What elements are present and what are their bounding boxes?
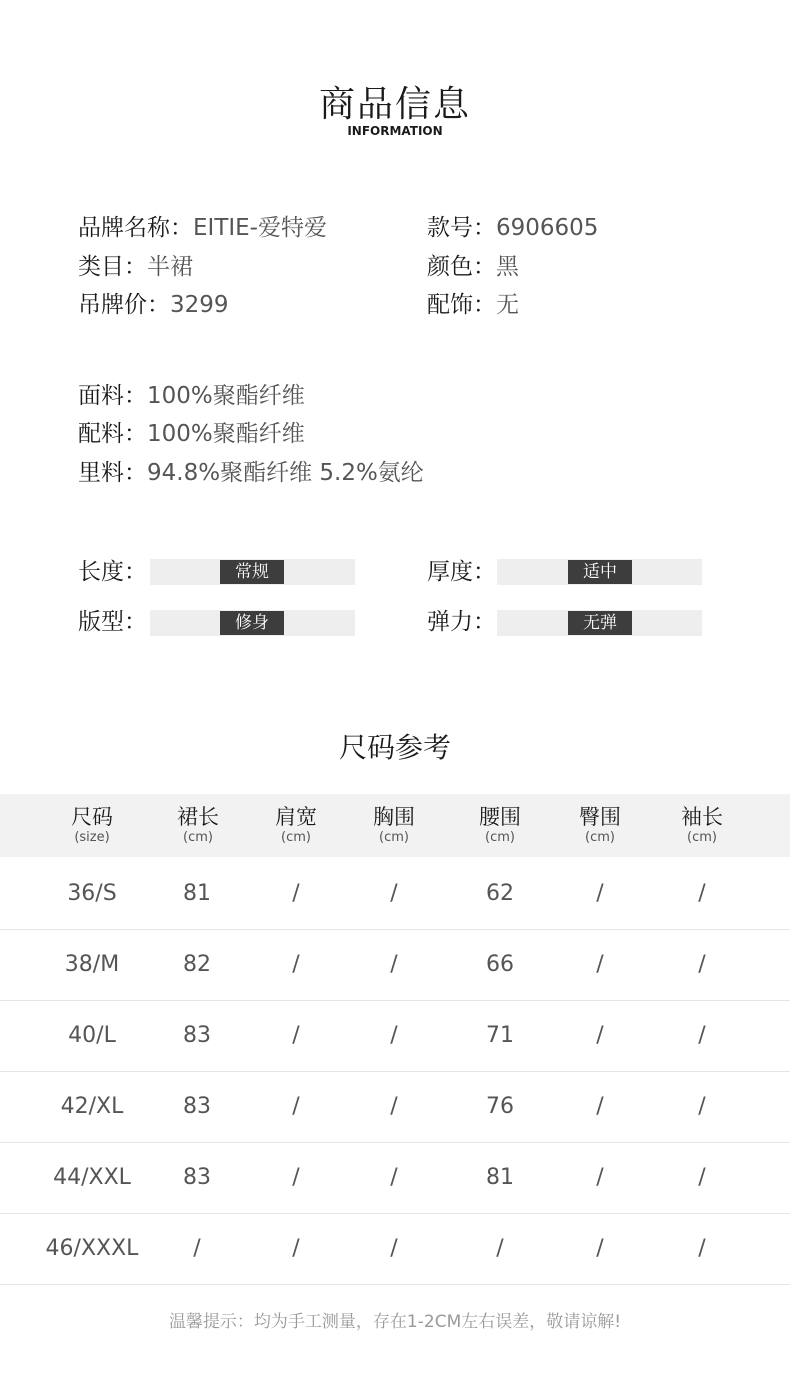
col-header-chest [344,794,444,846]
style-no-row [427,211,598,245]
table-cell: / [390,1165,398,1190]
table-cell: 62 [486,881,514,906]
elasticity-bar [497,610,702,636]
col-unit: (cm) [379,830,409,845]
table-cell: / [390,1023,398,1048]
color-row [427,250,519,284]
fabric-row [78,378,305,414]
col-header-waist [450,794,550,846]
table-row [0,1142,790,1214]
table-cell: / [390,1236,398,1261]
elasticity-value: 无弹 [568,611,632,635]
table-cell: / [292,1094,300,1119]
size-chart-title: 尺码参考 [338,731,451,764]
table-cell: / [698,1236,706,1261]
color-label: 颜色： [427,254,496,280]
table-cell: / [698,1165,706,1190]
table-cell: 82 [183,952,211,977]
brand-row [78,211,327,245]
size-cell: 40/L [68,1023,116,1048]
elasticity-label: 弹力： [427,609,496,635]
thickness-bar [497,559,702,585]
col-unit: (cm) [281,830,311,845]
table-cell: / [596,881,604,906]
accessory-row [427,288,519,322]
lining-row [78,455,424,491]
col-name: 袖长 [681,805,723,829]
col-unit: (cm) [485,830,515,845]
fabric-label: 面料： [78,383,147,409]
price-row [78,288,229,322]
table-cell: / [390,1094,398,1119]
col-header-skirt-length [148,794,248,846]
table-cell: 66 [486,952,514,977]
table-cell: 76 [486,1094,514,1119]
thickness-label: 厚度： [427,559,496,585]
category-value: 半裙 [147,254,193,280]
table-row [0,929,790,1001]
category-label: 类目： [78,254,147,280]
trim-row [78,416,305,452]
size-cell: 46/XXXL [45,1236,139,1261]
col-name: 尺码 [71,805,113,829]
length-label: 长度： [78,559,147,585]
category-row [78,250,193,284]
col-name: 肩宽 [275,805,317,829]
accessory-value: 无 [496,292,519,318]
style-no-label: 款号： [427,215,496,241]
trim-label: 配料： [78,421,147,447]
fit-value: 修身 [220,611,284,635]
table-cell: / [698,952,706,977]
table-cell: / [390,952,398,977]
table-cell: / [596,1236,604,1261]
table-cell: 81 [486,1165,514,1190]
col-header-shoulder [246,794,346,846]
style-no-value: 6906605 [496,215,599,241]
table-cell: / [292,1236,300,1261]
col-name: 胸围 [373,805,415,829]
thickness-value: 适中 [568,560,632,584]
price-label: 吊牌价： [78,292,170,318]
table-row [0,1213,790,1285]
col-header-size [42,794,142,846]
table-cell: / [596,1165,604,1190]
col-unit: (size) [74,830,110,845]
col-header-hip [550,794,650,846]
col-unit: (cm) [687,830,717,845]
table-cell: 83 [183,1094,211,1119]
size-cell: 44/XXL [53,1165,131,1190]
table-cell: 83 [183,1165,211,1190]
price-value: 3299 [170,292,229,318]
col-name: 臀围 [579,805,621,829]
fabric-value: 100%聚酯纤维 [147,383,305,409]
measurement-tip: 温馨提示：均为手工测量，存在1-2CM左右误差，敬请谅解! [168,1312,622,1332]
length-bar [150,559,355,585]
table-cell: 83 [183,1023,211,1048]
col-name: 裙长 [177,805,219,829]
table-cell: / [292,1023,300,1048]
color-value: 黑 [496,254,519,280]
table-cell: / [596,952,604,977]
table-cell: 71 [486,1023,514,1048]
table-row [0,1000,790,1072]
table-cell: / [496,1236,504,1261]
accessory-label: 配饰： [427,292,496,318]
brand-label: 品牌名称： [78,215,193,241]
table-cell: / [193,1236,201,1261]
size-cell: 36/S [67,881,117,906]
table-cell: / [390,881,398,906]
table-row [0,1071,790,1143]
col-name: 腰围 [479,805,521,829]
trim-value: 100%聚酯纤维 [147,421,305,447]
col-unit: (cm) [183,830,213,845]
table-cell: / [698,881,706,906]
fit-label: 版型： [78,609,147,635]
size-cell: 42/XL [60,1094,124,1119]
table-cell: 81 [183,881,211,906]
lining-label: 里料： [78,460,147,486]
size-table-header [0,794,790,857]
table-cell: / [596,1094,604,1119]
lining-value: 94.8%聚酯纤维 5.2%氨纶 [147,460,424,486]
table-cell: / [292,952,300,977]
size-cell: 38/M [64,952,120,977]
length-value: 常规 [220,560,284,584]
table-cell: / [698,1023,706,1048]
page-subtitle: INFORMATION [347,124,443,138]
page-title: 商品信息 [318,84,471,125]
brand-value: EITIE-爱特爱 [193,215,327,241]
table-cell: / [292,1165,300,1190]
table-cell: / [596,1023,604,1048]
fit-bar [150,610,355,636]
table-cell: / [698,1094,706,1119]
table-row [0,858,790,930]
col-header-sleeve [652,794,752,846]
table-cell: / [292,881,300,906]
col-unit: (cm) [585,830,615,845]
